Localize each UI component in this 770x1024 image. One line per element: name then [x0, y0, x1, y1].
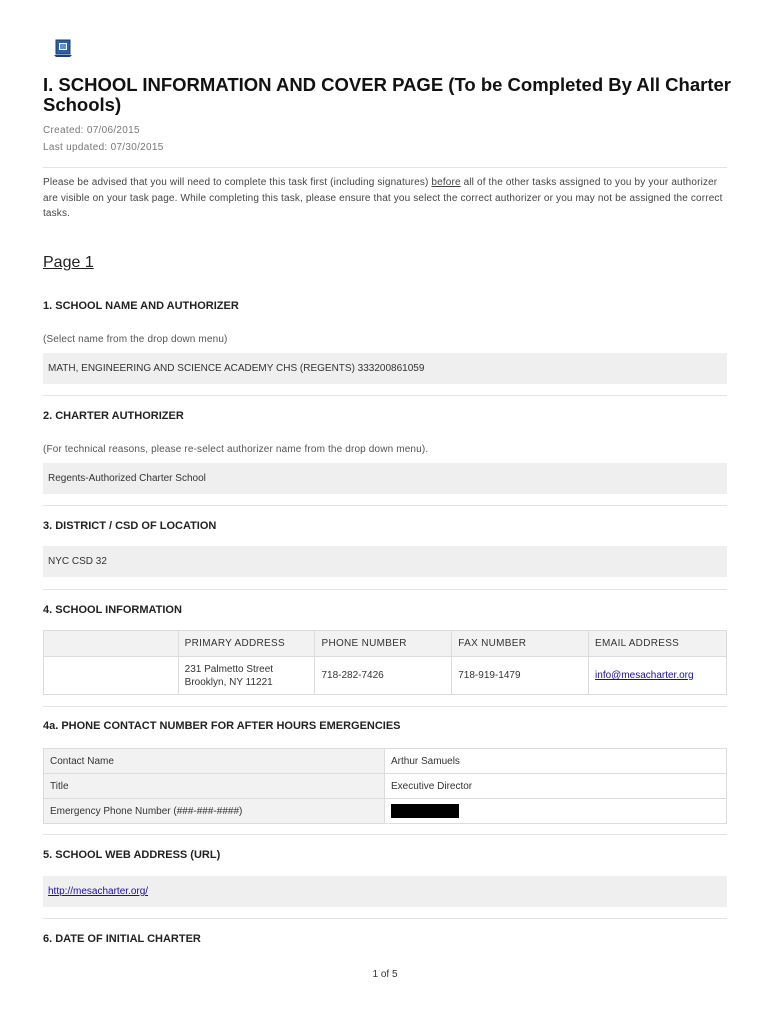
section-1-note: (Select name from the drop down menu): [43, 334, 228, 345]
section-3-heading: 3. DISTRICT / CSD OF LOCATION: [43, 520, 217, 532]
web-address-link[interactable]: http://mesacharter.org/: [48, 886, 149, 897]
table-header-cell: PHONE NUMBER: [315, 631, 452, 657]
redaction-block: [391, 804, 459, 818]
school-name-field: [43, 353, 727, 384]
fax-cell: 718-919-1479: [452, 657, 589, 695]
title-value: Executive Director: [385, 774, 727, 799]
emergency-phone-label: Emergency Phone Number (###-###-####): [44, 799, 385, 824]
intro-paragraph: [43, 175, 733, 222]
contact-name-value: Arthur Samuels: [385, 749, 727, 774]
phone-cell: 718-282-7426: [315, 657, 452, 695]
page-indicator: 1 of 5: [372, 969, 398, 980]
table-header-cell: PRIMARY ADDRESS: [178, 631, 315, 657]
page-heading: Page 1: [43, 254, 94, 271]
table-row: [44, 774, 727, 799]
document-title: I. SCHOOL INFORMATION AND COVER PAGE (To be Completed By All Charter Schools): [43, 74, 731, 115]
divider: [43, 505, 727, 506]
district-value: NYC CSD 32: [48, 556, 107, 567]
updated-date: Last updated: 07/30/2015: [43, 142, 164, 153]
emergency-phone-value: [385, 799, 727, 824]
divider: [43, 834, 727, 835]
table-header-cell: [44, 631, 179, 657]
section-4-heading: 4. SCHOOL INFORMATION: [43, 604, 182, 616]
charter-authorizer-value: Regents-Authorized Charter School: [48, 473, 206, 484]
section-2-note: (For technical reasons, please re-select authorizer name from the drop down menu).: [43, 444, 429, 455]
school-name-value: MATH, ENGINEERING AND SCIENCE ACADEMY CHS (REGENTS) 333200861059: [48, 363, 425, 374]
section-1-heading: 1. SCHOOL NAME AND AUTHORIZER: [43, 300, 239, 312]
email-cell: [589, 657, 727, 695]
table-row: [44, 799, 727, 824]
divider: [43, 918, 727, 919]
web-address-field: [43, 876, 727, 907]
email-link[interactable]: info@mesacharter.org: [595, 670, 694, 681]
table-header-cell: FAX NUMBER: [452, 631, 589, 657]
address-line-1: 231 Palmetto Street: [184, 663, 274, 675]
section-5-heading: 5. SCHOOL WEB ADDRESS (URL): [43, 849, 221, 861]
divider: [43, 589, 727, 590]
section-6-heading: 6. DATE OF INITIAL CHARTER: [43, 933, 201, 945]
section-2-heading: 2. CHARTER AUTHORIZER: [43, 410, 184, 422]
district-field: [43, 546, 727, 577]
table-header-cell: EMAIL ADDRESS: [589, 631, 727, 657]
address-cell: [178, 657, 315, 695]
title-label: Title: [44, 774, 385, 799]
school-info-table: [43, 630, 727, 695]
table-header-row: [44, 631, 727, 657]
row-label-cell: [44, 657, 179, 695]
divider: [43, 706, 727, 707]
intro-text-after: all of the other tasks assigned to you by your authorizer are visible on your task page. While completing this task, please ensure that you select the correct authorizer or you may not be assigned the correct tasks.: [43, 177, 723, 219]
table-row: [44, 657, 727, 695]
table-row: [44, 749, 727, 774]
contact-name-label: Contact Name: [44, 749, 385, 774]
logo-icon: [52, 38, 74, 58]
intro-emphasis: before: [431, 177, 461, 188]
divider: [43, 167, 727, 168]
address-line-2: Brooklyn, NY 11221: [184, 676, 273, 688]
section-4a-heading: 4a. PHONE CONTACT NUMBER FOR AFTER HOURS EMERGENCIES: [43, 720, 401, 732]
created-date: Created: 07/06/2015: [43, 125, 140, 136]
emergency-contact-table: [43, 748, 727, 824]
intro-text-before: Please be advised that you will need to complete this task first (including signatures): [43, 177, 432, 188]
divider: [43, 395, 727, 396]
charter-authorizer-field: [43, 463, 727, 494]
